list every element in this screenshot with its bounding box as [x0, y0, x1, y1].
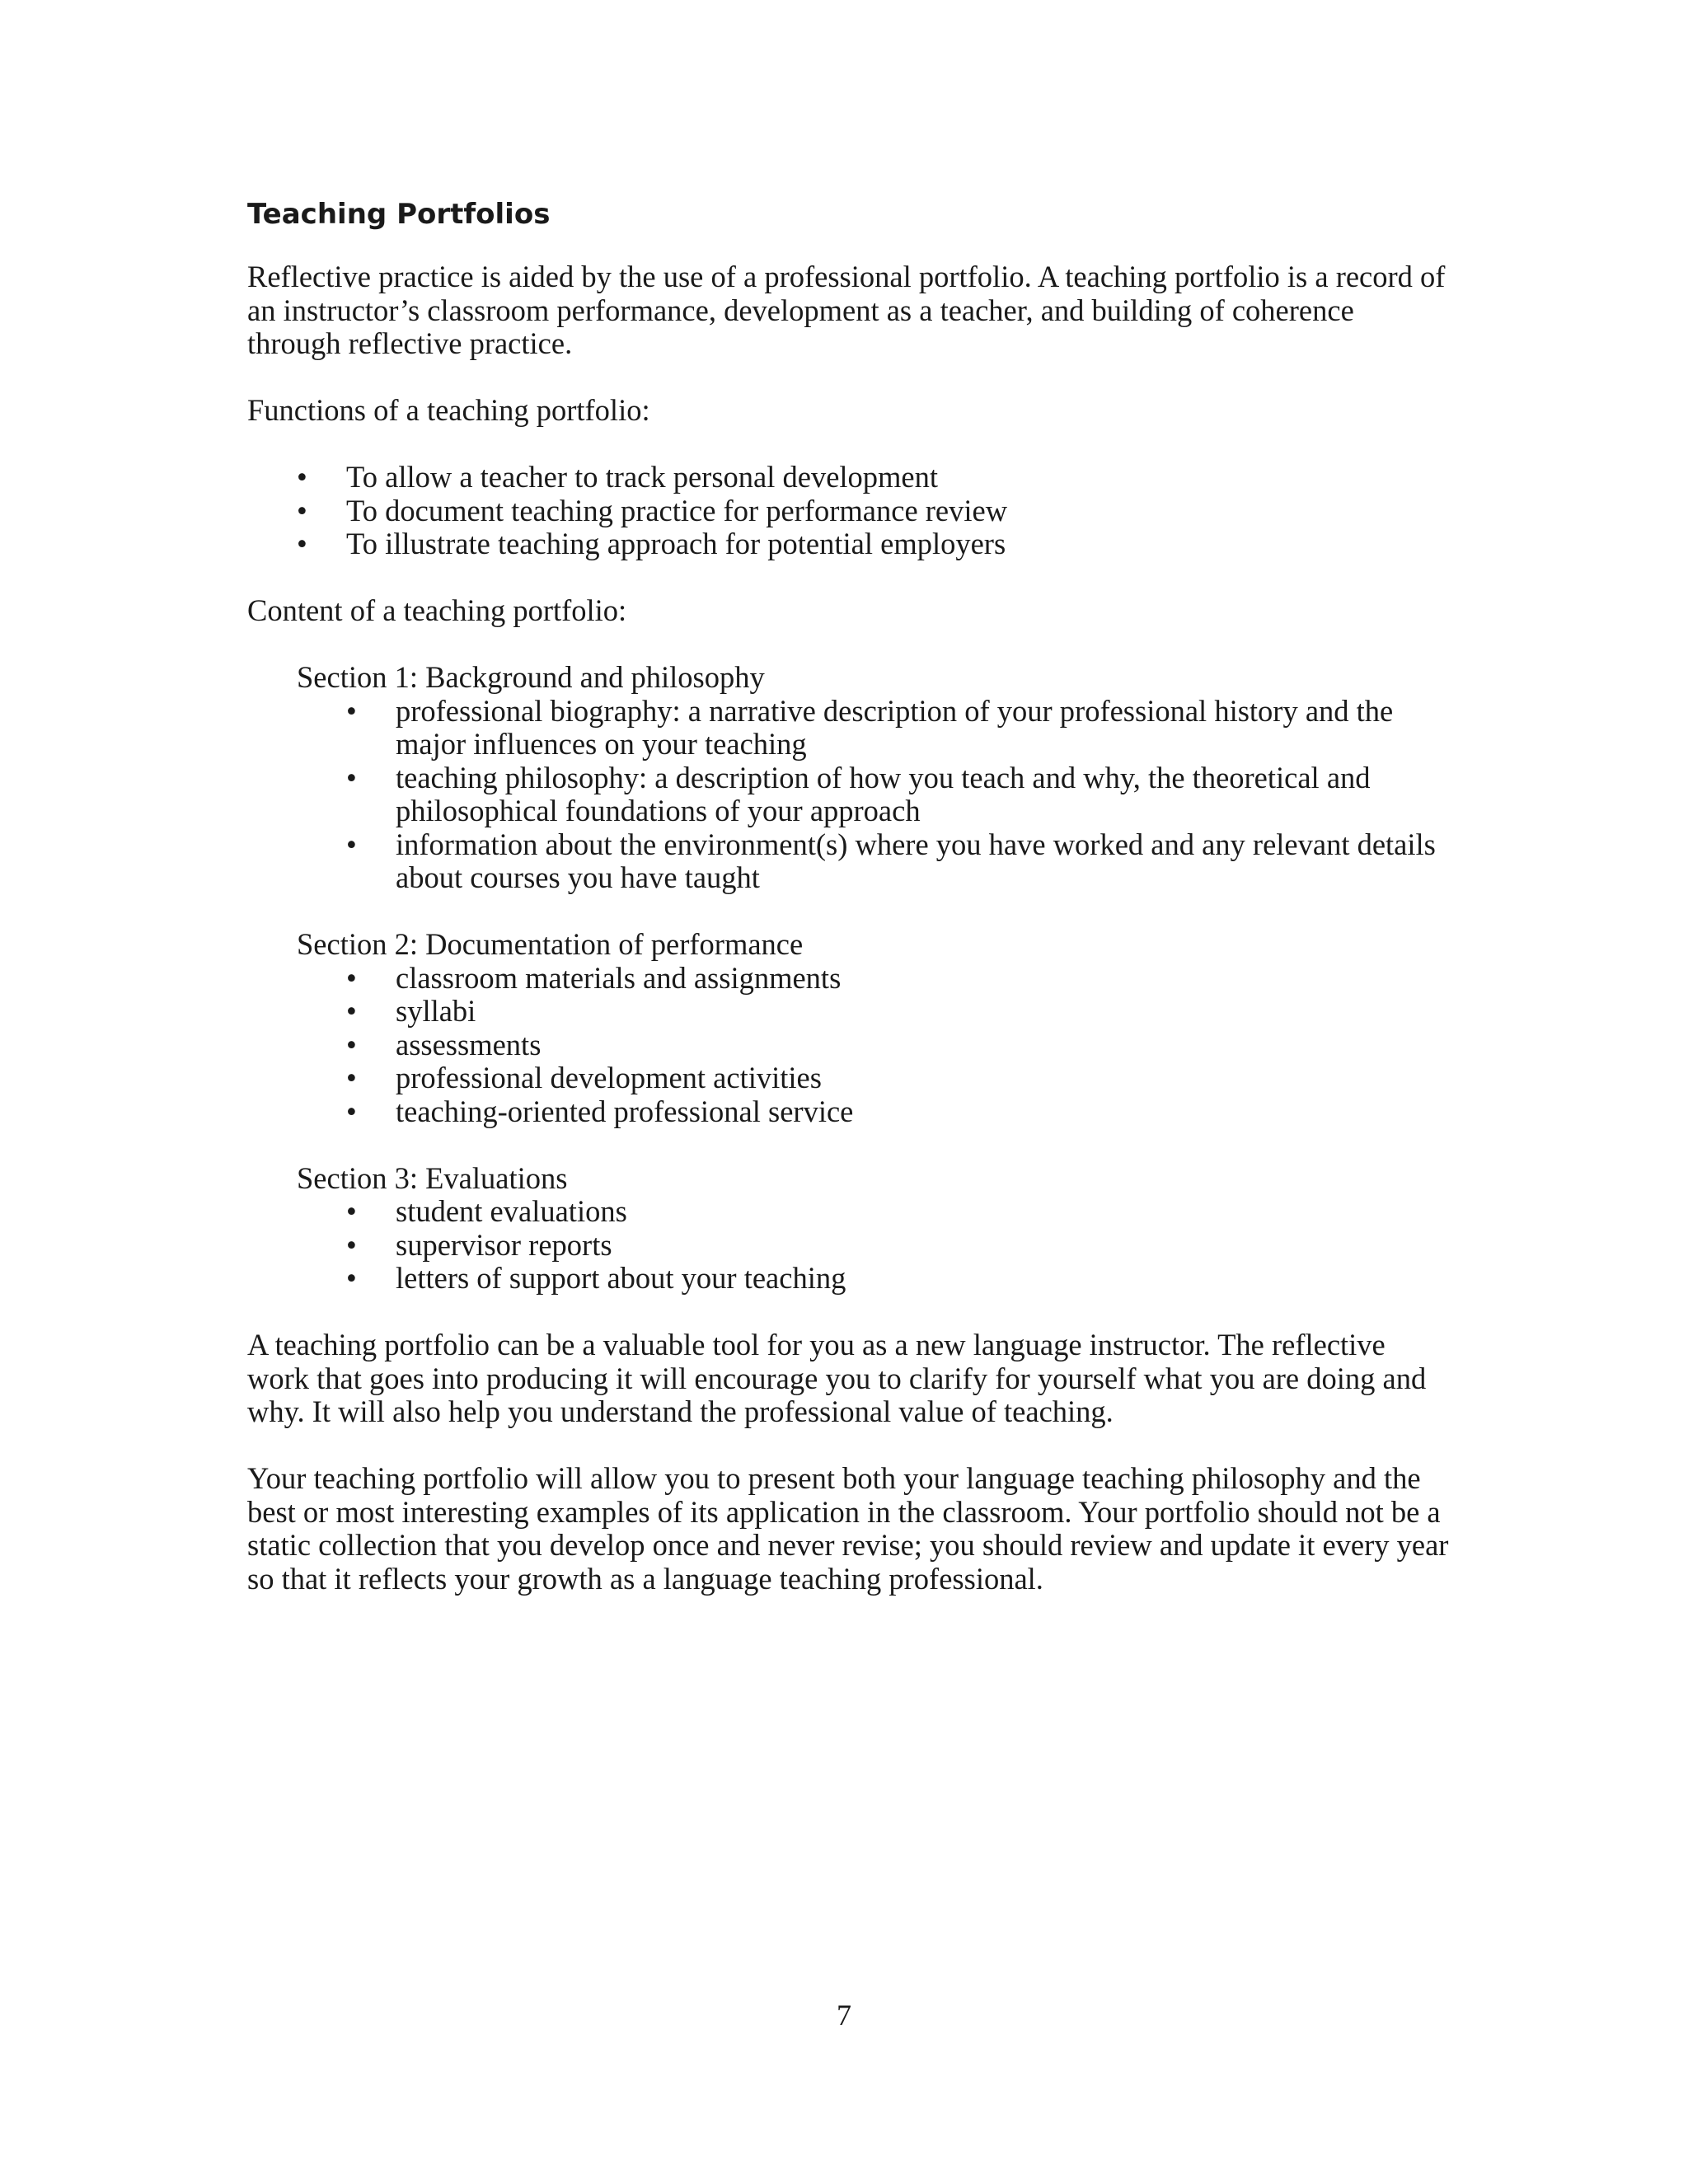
section-3-list: [247, 1195, 1451, 1296]
section-3-title: Section 3: Evaluations: [297, 1160, 568, 1195]
list-item: [346, 1061, 1451, 1095]
growth-paragraph: Your teaching portfolio will allow you to present both your language teaching philosophy and the best or most interesting examples of its application in the classroom. Your portfolio should not be a static collection that you develop once and never revise; you should review and update it every year so that it reflects your growth as a language teaching professional.: [247, 1461, 1449, 1596]
list-item-text: letters of support about your teaching: [396, 1261, 846, 1295]
list-item: [346, 827, 1451, 895]
list-item-text: To illustrate teaching approach for potential employers: [346, 527, 1006, 560]
list-item-text: assessments: [396, 1027, 542, 1062]
section-2-title: Section 2: Documentation of performance: [297, 927, 804, 961]
section-heading: Teaching Portfolios: [247, 198, 551, 231]
bullet-icon: •: [346, 760, 357, 794]
list-item-text: teaching philosophy: a description of how you teach and why, the theoretical and philosophical foundations of your approach: [396, 760, 1371, 827]
content-label: Content of a teaching portfolio:: [247, 593, 627, 627]
list-item-text: syllabi: [396, 994, 476, 1028]
list-item-text: professional biography: a narrative description of your professional history and the major influences on your teaching: [396, 693, 1394, 761]
intro-paragraph: Reflective practice is aided by the use of a professional portfolio. A teaching portfolio is a record of an instructor’s classroom performance, development as a teacher, and building of coherence through reflective practice.: [247, 260, 1446, 360]
value-paragraph: A teaching portfolio can be a valuable tool for you as a new language instructor. The reflective work that goes into producing it will encourage you to clarify for yourself what you are doing and why. It will also help you understand the professional value of teaching.: [247, 1328, 1427, 1428]
list-item-text: classroom materials and assignments: [396, 960, 842, 995]
page-content: [247, 198, 1451, 1629]
list-item-text: supervisor reports: [396, 1227, 612, 1262]
list-item: [346, 1227, 1451, 1263]
list-item-text: To allow a teacher to track personal development: [346, 460, 939, 494]
list-item: [346, 1027, 1451, 1062]
bullet-icon: •: [346, 827, 357, 861]
section-2-block: [247, 928, 1451, 1128]
list-item-text: professional development activities: [396, 1061, 822, 1094]
bullet-icon: •: [346, 693, 357, 728]
list-item-text: To document teaching practice for performance review: [346, 493, 1008, 527]
list-item: [297, 493, 1451, 528]
list-item: [346, 693, 1451, 762]
list-item: [346, 760, 1451, 828]
list-item: [346, 1094, 1451, 1129]
list-item-text: teaching-oriented professional service: [396, 1094, 854, 1128]
bullet-icon: •: [346, 1261, 357, 1295]
bullet-icon: •: [346, 1027, 357, 1062]
section-1-list: [247, 695, 1451, 895]
bullet-icon: •: [346, 960, 357, 995]
bullet-icon: •: [346, 1227, 357, 1262]
bullet-icon: •: [297, 527, 307, 560]
functions-list: [247, 461, 1451, 561]
list-item-text: information about the environment(s) where you have worked and any relevant details about courses you have taught: [396, 827, 1436, 894]
section-1-title: Section 1: Background and philosophy: [297, 660, 765, 694]
functions-label: Functions of a teaching portfolio:: [247, 393, 650, 427]
list-item: [346, 1261, 1451, 1296]
bullet-icon: •: [346, 1094, 357, 1128]
page-number: 7: [837, 1999, 851, 2032]
section-1-block: [247, 661, 1451, 895]
list-item-text: student evaluations: [396, 1194, 627, 1228]
list-item: [346, 960, 1451, 996]
bullet-icon: •: [297, 493, 307, 527]
section-2-list: [247, 962, 1451, 1129]
bullet-icon: •: [297, 460, 307, 494]
bullet-icon: •: [346, 1194, 357, 1228]
list-item: [297, 527, 1451, 561]
bullet-icon: •: [346, 1061, 357, 1094]
section-3-block: [247, 1162, 1451, 1296]
list-item: [346, 1194, 1451, 1229]
list-item: [346, 994, 1451, 1029]
list-item: [297, 460, 1451, 494]
bullet-icon: •: [346, 994, 357, 1028]
